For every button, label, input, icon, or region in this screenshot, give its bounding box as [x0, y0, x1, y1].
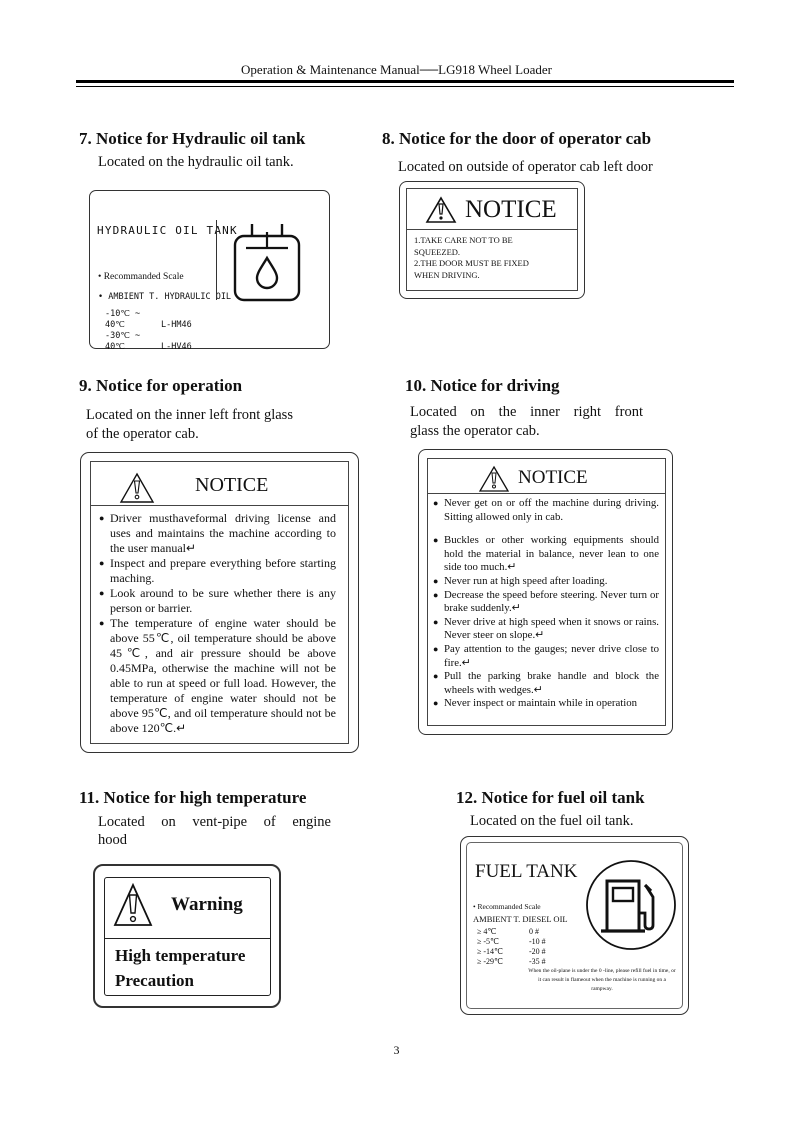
- warning-triangle-icon: [113, 883, 153, 927]
- section-8-location: Located on outside of operator cab left door: [398, 159, 653, 175]
- high-temp-label-line1: High temperature: [115, 946, 246, 965]
- section-9-location-1: Located on the inner left front glass: [86, 407, 293, 423]
- section-8-heading: 8. Notice for the door of operator cab: [382, 129, 652, 148]
- running-header: Operation & Maintenance Manual──LG918 Wheel Loader: [241, 62, 552, 77]
- section-9-heading: 9. Notice for operation: [79, 376, 243, 395]
- list-item: ● Never inspect or maintain while in operation: [433, 697, 659, 711]
- section-7-heading: 7. Notice for Hydraulic oil tank: [79, 129, 306, 148]
- oil-tank-icon: [232, 214, 302, 304]
- hydraulic-label-rows: -10℃ ~ 40℃ L-HM46 -30℃ ~ 40℃ L-HV46: [105, 309, 192, 352]
- list-item: ● Decrease the speed before steering. Never turn or brake suddenly.↵: [433, 589, 659, 616]
- driving-notice-divider: [428, 493, 665, 494]
- section-10-location-1: Located on the inner right front: [410, 404, 643, 420]
- section-10-location-2: glass the operator cab.: [410, 423, 540, 439]
- section-11-heading: 11. Notice for high temperature: [79, 788, 307, 807]
- driving-notice-inner: [427, 458, 666, 726]
- warning-triangle-icon: [425, 196, 457, 224]
- list-item: ● Pull the parking brake handle and block the wheels with wedges.↵: [433, 670, 659, 697]
- list-item: ● Never run at high speed after loading.: [433, 575, 659, 589]
- fuel-tank-label: [460, 836, 689, 1015]
- high-temp-label-divider: [105, 938, 270, 939]
- cab-door-label-divider: [407, 229, 577, 230]
- section-7-location: Located on the hydraulic oil tank.: [98, 154, 294, 170]
- hydraulic-tank-label: [89, 190, 330, 352]
- hydraulic-label-col-header: • AMBIENT T. HYDRAULIC OIL: [98, 292, 232, 302]
- cab-door-label-inner: [406, 188, 578, 291]
- hydraulic-label-title: HYDRAULIC OIL TANK: [97, 224, 238, 237]
- operation-notice-inner: [90, 461, 349, 744]
- list-item: ● Driver musthaveformal driving license and uses and maintains the machine according to the user manual↵: [99, 511, 336, 556]
- header-rule-thick: [76, 80, 734, 83]
- fuel-label-note: When the oil-plane is under the 0 -line, please refill fuel in time, or it can result in flameout when the machine is running on a rampway.: [528, 968, 676, 992]
- list-item: ● Never drive at high speed when it snows or rains. Never steer on slope.↵: [433, 616, 659, 643]
- fuel-tank-label-inner: [466, 842, 683, 1009]
- section-10-heading: 10. Notice for driving: [405, 376, 560, 395]
- section-12-location: Located on the fuel oil tank.: [470, 813, 634, 829]
- header-rule-thin: [76, 86, 734, 87]
- fuel-label-col-header: AMBIENT T. DIESEL OIL: [473, 914, 568, 924]
- fuel-pump-icon: [585, 859, 677, 951]
- list-item: ● Pay attention to the gauges; never drive close to fire.↵: [433, 643, 659, 670]
- fuel-label-title: FUEL TANK: [475, 861, 578, 882]
- page-number: 3: [393, 1043, 400, 1057]
- cab-door-label: [399, 181, 585, 299]
- list-item: ● Buckles or other working equipments should hold the material in balance, never lean to one side too much.↵: [433, 534, 659, 575]
- high-temp-label-title: Warning: [171, 894, 243, 915]
- operation-notice-title: NOTICE: [195, 474, 269, 496]
- section-11-location-2: hood: [98, 832, 127, 848]
- section-9-location-2: of the operator cab.: [86, 426, 199, 442]
- list-item: ● Look around to be sure whether there is any person or barrier.: [99, 586, 336, 616]
- driving-notice-list: [433, 497, 659, 711]
- operation-notice-label: [80, 452, 359, 753]
- high-temp-label-inner: [104, 877, 271, 996]
- operation-notice-list: [99, 511, 336, 736]
- hydraulic-label-divider: [216, 220, 217, 300]
- driving-notice-title: NOTICE: [518, 467, 588, 488]
- list-item: ● The temperature of engine water should be above 55℃, oil temperature should be above 45℃, and air pressure should be above 0.45MPa, otherwise the machine will not be able to run at speed or full load. However, the temperature of engine water should not be above 95℃, and oil temperature should not be above 120℃.↵: [99, 616, 336, 736]
- fuel-label-rows: ≥ 4℃ 0 # ≥ -5℃ -10 # ≥ -14℃ -20 # ≥ -29℃ -35 #: [477, 927, 546, 966]
- section-12-heading: 12. Notice for fuel oil tank: [456, 788, 645, 807]
- high-temp-label-line2: Precaution: [115, 971, 195, 990]
- hydraulic-label-scale: • Recommanded Scale: [98, 272, 184, 282]
- list-item: ● Inspect and prepare everything before starting maching.: [99, 556, 336, 586]
- fuel-label-scale: • Recommanded Scale: [473, 902, 541, 911]
- high-temp-label: [93, 864, 281, 1008]
- warning-triangle-icon: [119, 472, 155, 504]
- list-item: ● Never get on or off the machine during driving. Sitting allowed only in cab.: [433, 497, 659, 524]
- cab-door-label-text: 1.TAKE CARE NOT TO BE SQUEEZED. 2.THE DOOR MUST BE FIXED WHEN DRIVING.: [414, 235, 529, 280]
- cab-door-label-title: NOTICE: [465, 196, 557, 223]
- section-11-location-1: Located on vent-pipe of engine: [98, 814, 331, 830]
- warning-triangle-icon: [478, 465, 510, 493]
- driving-notice-label: [418, 449, 673, 735]
- operation-notice-divider: [91, 505, 348, 506]
